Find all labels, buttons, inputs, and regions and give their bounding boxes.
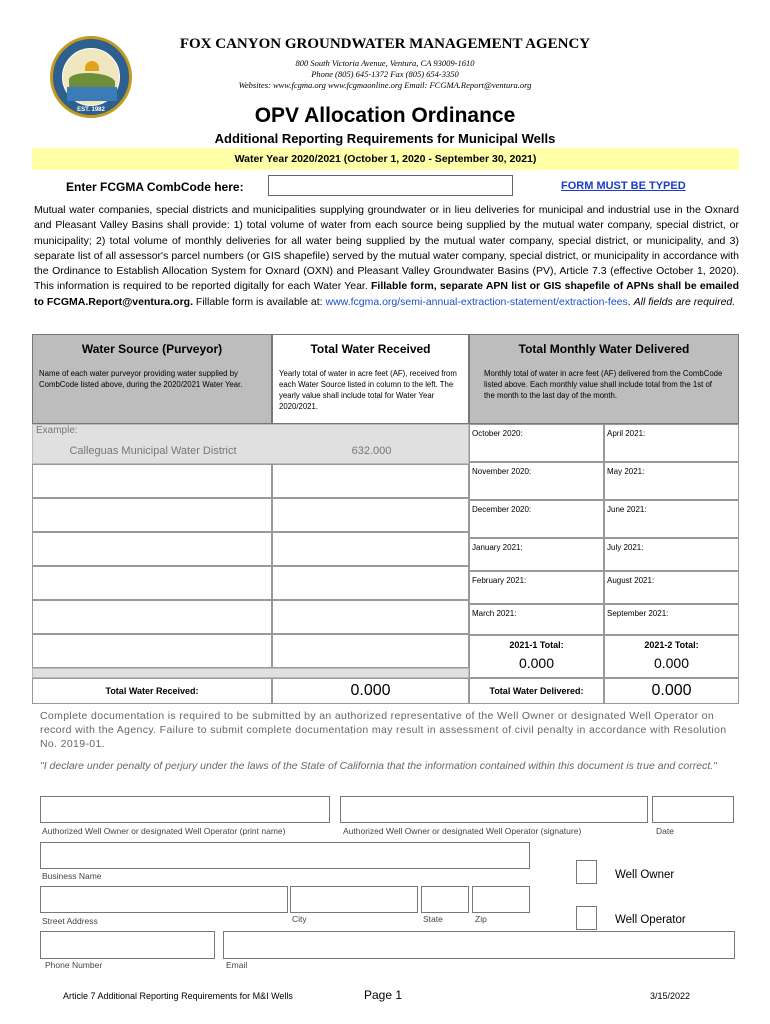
received-input-1[interactable] xyxy=(272,464,469,498)
water-source-desc: Name of each water purveyor providing water supplied by CombCode listed above, during the 2020/2021 Water Year. xyxy=(39,369,243,389)
seal-year: EST. 1982 xyxy=(77,107,105,113)
intro-bold: Fillable form, separate APN list or GIS shapefile of APNs shall be emailed to FCGMA.Report@ventura.org. xyxy=(34,280,740,308)
agency-address-block xyxy=(150,58,620,91)
month-label: March 2021: xyxy=(472,609,517,618)
page-subtitle: Additional Reporting Requirements for Municipal Wells xyxy=(214,131,556,146)
received-input-3[interactable] xyxy=(272,532,469,566)
footer-page-number: Page 1 xyxy=(364,988,403,1002)
month-label: October 2020: xyxy=(472,429,523,438)
month-label: November 2020: xyxy=(472,467,532,476)
form-must-be-typed-link[interactable]: FORM MUST BE TYPED xyxy=(561,180,686,192)
intro-text: Mutual water companies, special districts and municipalities supplying groundwater or in lieu deliveries for municipal and industrial use in the Oxnard and Pleasant Valley Basins shall provide: 1) total volume of water from each source being supplied by the mutual water company, special district, or municipality; 2) total volume of monthly deliveries for all water being supplied by the mutual water company, special district, or municipality, and 3) separate list of all assessor's parcel numbers (or GIS shapefile) served by the mutual water company, special district, or municipality in accordance with the Ordinance to Establish Allocation System for Oxnard (OXN) and Pleasant Valley Groundwater Basins (PV), Article 7.3 (effective October 1, 2020). This information is required to be reported digitally for each Water Year. xyxy=(34,204,739,293)
delivered-total-value-cell xyxy=(604,678,739,704)
source-input-5[interactable] xyxy=(32,600,272,634)
month-label: August 2021: xyxy=(607,576,655,585)
month-label: May 2021: xyxy=(607,467,645,476)
print-name-label: Authorized Well Owner or designated Well Operator (print name) xyxy=(42,826,286,836)
received-total-value-cell xyxy=(272,678,469,704)
print-name-input[interactable] xyxy=(40,796,330,823)
email-label: Email xyxy=(226,960,248,970)
documentation-note: Complete documentation is required to be submitted by an authorized representative of the Well Owner or designated Well Operator on record with the Agency. Failure to submit complete documentation may result in assessment of civil penalty in accordance with Resolution No. 2019-01. xyxy=(40,710,727,750)
total-received-header xyxy=(272,334,469,424)
half-total-1-value: 0.000 xyxy=(518,655,555,671)
agency-phone: Phone (805) 645-1372 Fax (805) 654-3350 xyxy=(311,69,459,79)
month-cell-aug[interactable] xyxy=(604,571,739,604)
received-total-value: 0.000 xyxy=(350,682,391,699)
seal-emblem xyxy=(62,48,120,106)
month-cell-jun[interactable] xyxy=(604,500,739,538)
example-value: 632.000 xyxy=(351,445,392,457)
state-input[interactable] xyxy=(421,886,469,913)
total-received-desc: Yearly total of water in acre feet (AF), received from each Water Source listed in column to the left. The yearly value shall include total for Water Year 2020/2021. xyxy=(279,369,457,411)
delivered-total-label-cell xyxy=(469,678,604,704)
delivered-total-value: 0.000 xyxy=(651,682,692,699)
signature-input[interactable] xyxy=(340,796,648,823)
intro-text-3: . xyxy=(627,295,634,308)
city-label: City xyxy=(292,914,307,924)
declaration-statement: "I declare under penalty of perjury under the laws of the State of California that the information contained within this document is true and correct." xyxy=(40,760,717,772)
form-link[interactable]: www.fcgma.org/semi-annual-extraction-statement/extraction-fees xyxy=(325,295,628,308)
month-cell-feb[interactable] xyxy=(469,571,604,604)
month-cell-dec[interactable] xyxy=(469,500,604,538)
agency-seal xyxy=(50,36,132,118)
signature-label: Authorized Well Owner or designated Well Operator (signature) xyxy=(343,826,582,836)
well-operator-label: Well Operator xyxy=(615,914,686,926)
zip-input[interactable] xyxy=(472,886,530,913)
source-input-4[interactable] xyxy=(32,566,272,600)
example-label: Example: xyxy=(36,425,78,436)
date-input[interactable] xyxy=(652,796,734,823)
agency-address: 800 South Victoria Avenue, Ventura, CA 93009-1610 xyxy=(295,58,475,68)
water-year-bar: Water Year 2020/2021 (October 1, 2020 - September 30, 2021) xyxy=(32,148,739,170)
source-spacer xyxy=(32,668,469,678)
water-source-header xyxy=(32,334,272,424)
date-label: Date xyxy=(656,826,674,836)
combcode-label: Enter FCGMA CombCode here: xyxy=(66,180,244,194)
example-row xyxy=(32,424,469,464)
source-input-1[interactable] xyxy=(32,464,272,498)
half-total-2-label: 2021-2 Total: xyxy=(644,640,699,650)
month-label: June 2021: xyxy=(607,505,647,514)
footer-article: Article 7 Additional Reporting Requirements for M&I Wells xyxy=(63,991,293,1001)
business-name-label: Business Name xyxy=(42,871,102,881)
received-total-label: Total Water Received: xyxy=(105,686,199,696)
email-input[interactable] xyxy=(223,931,735,959)
total-received-title: Total Water Received xyxy=(310,342,431,356)
monthly-delivered-header xyxy=(469,334,739,424)
phone-number-input[interactable] xyxy=(40,931,215,959)
half-total-2 xyxy=(604,635,739,678)
monthly-delivered-title: Total Monthly Water Delivered xyxy=(518,342,690,356)
month-label: December 2020: xyxy=(472,505,532,514)
month-cell-nov[interactable] xyxy=(469,462,604,500)
month-label: January 2021: xyxy=(472,543,523,552)
intro-text-2: Fillable form is available at: xyxy=(195,295,326,308)
agency-websites: Websites: www.fcgma.org www.fcgmaonline.org Email: FCGMA.Report@ventura.org xyxy=(238,80,532,90)
state-label: State xyxy=(423,914,443,924)
agency-name: FOX CANYON GROUNDWATER MANAGEMENT AGENCY xyxy=(179,36,591,52)
half-total-1 xyxy=(469,635,604,678)
delivered-total-label: Total Water Delivered: xyxy=(489,686,584,696)
water-icon xyxy=(67,87,117,101)
month-cell-jul[interactable] xyxy=(604,538,739,571)
month-cell-oct[interactable] xyxy=(469,424,604,462)
intro-paragraph xyxy=(34,203,739,310)
business-name-input[interactable] xyxy=(40,842,530,869)
half-total-2-value: 0.000 xyxy=(653,655,690,671)
received-input-4[interactable] xyxy=(272,566,469,600)
intro-italic: All fields are required. xyxy=(633,295,736,308)
month-cell-sep[interactable] xyxy=(604,604,739,635)
month-cell-apr[interactable] xyxy=(604,424,739,462)
street-address-label: Street Address xyxy=(42,916,98,926)
source-input-3[interactable] xyxy=(32,532,272,566)
zip-label: Zip xyxy=(475,914,487,924)
received-input-5[interactable] xyxy=(272,600,469,634)
source-input-6[interactable] xyxy=(32,634,272,668)
sun-icon xyxy=(85,61,99,71)
source-input-2[interactable] xyxy=(32,498,272,532)
month-label: February 2021: xyxy=(472,576,527,585)
received-input-6[interactable] xyxy=(272,634,469,668)
phone-number-label: Phone Number xyxy=(45,960,103,970)
received-total-label-cell xyxy=(32,678,272,704)
month-label: September 2021: xyxy=(607,609,669,618)
water-source-title: Water Source (Purveyor) xyxy=(81,342,223,356)
month-cell-jan[interactable] xyxy=(469,538,604,571)
well-owner-checkbox[interactable] xyxy=(576,860,597,884)
example-source: Calleguas Municipal Water District xyxy=(69,445,237,457)
city-input[interactable] xyxy=(290,886,418,913)
half-total-1-label: 2021-1 Total: xyxy=(509,640,564,650)
month-label: July 2021: xyxy=(607,543,644,552)
monthly-delivered-desc: Monthly total of water in acre feet (AF) delivered from the CombCode listed above. Each monthly value shall include total from the 1st of the month to the last day of the month. xyxy=(484,369,723,400)
received-input-2[interactable] xyxy=(272,498,469,532)
footer-date: 3/15/2022 xyxy=(650,991,691,1001)
month-cell-may[interactable] xyxy=(604,462,739,500)
combcode-input[interactable] xyxy=(268,175,513,196)
month-cell-mar[interactable] xyxy=(469,604,604,635)
page-title: OPV Allocation Ordinance xyxy=(254,104,516,127)
street-address-input[interactable] xyxy=(40,886,288,913)
month-label: April 2021: xyxy=(607,429,646,438)
well-operator-checkbox[interactable] xyxy=(576,906,597,930)
well-owner-label: Well Owner xyxy=(615,869,675,881)
